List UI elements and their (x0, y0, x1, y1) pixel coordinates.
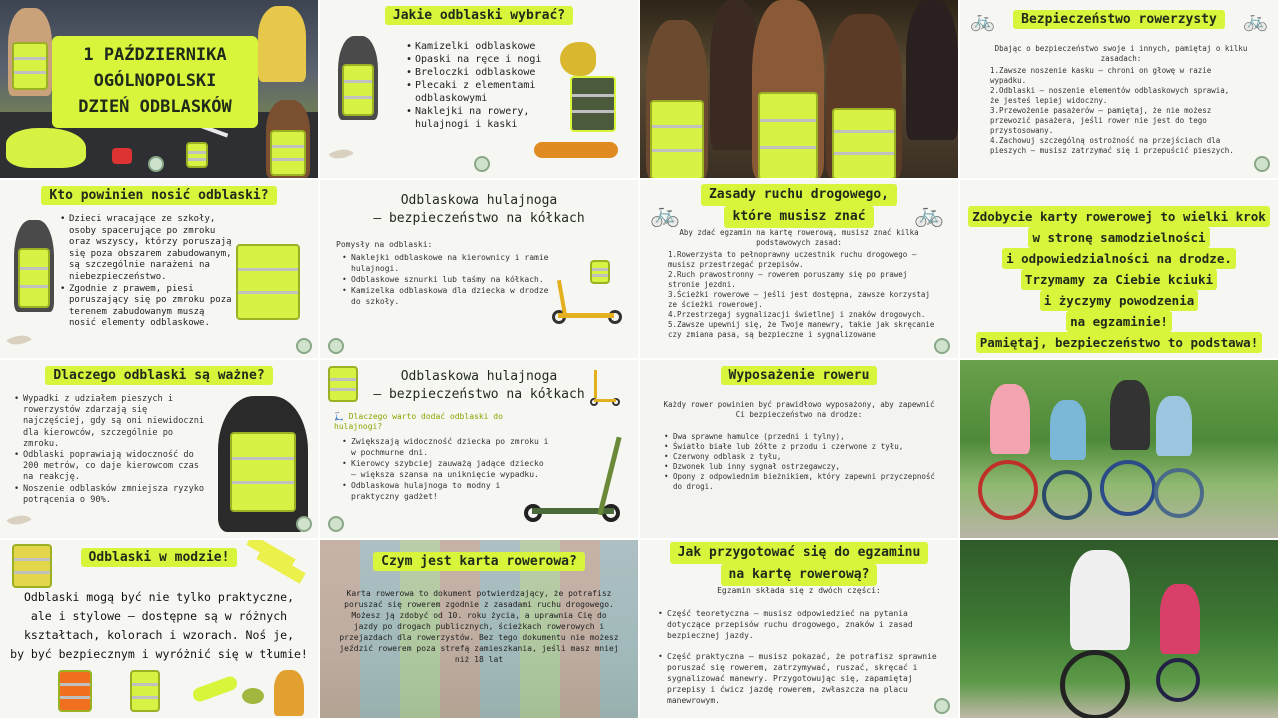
list-item: • Kamizelka odblaskowa dla dziecka w drodze do szkoły. (342, 285, 552, 307)
tile-odblaski-w-modzie (0, 540, 320, 720)
tile-title-line: które musisz znać (724, 206, 873, 228)
list-item: • Odblaski poprawiają widoczność do 200 metrów, co daje kierowcom czas na reakcję. (14, 450, 212, 484)
list-item: • Plecaki z elementami odblaskowymi (406, 79, 556, 105)
list-item: • Noszenie odblasków zmniejsza ryzyko potrącenia o 90%. (14, 484, 212, 506)
scooter-icon (524, 436, 620, 526)
list-item: • Breloczki odblaskowe (406, 66, 556, 79)
text-line: by być bezpiecznym i wyróżnić się w tłumie! (10, 647, 308, 661)
text-line: ale i stylowe – dostępne są w różnych (30, 609, 288, 623)
list-item: • Naklejki odblaskowe na kierownicy i ramie hulajnogi. (342, 252, 552, 274)
vest-icon (650, 100, 704, 180)
list-item: • Dzwonek lub inny sygnał ostrzegawczy, (664, 462, 936, 472)
bicycle-icon (1156, 658, 1200, 702)
list-item: 4.Przestrzegaj sygnalizacji świetlnej i znaków drogowych. (668, 310, 926, 319)
leaf-decoration-icon (6, 509, 31, 530)
tile-teens-photo (640, 0, 960, 180)
intro-text: Egzamin składa się z dwóch części: (717, 586, 881, 595)
list-item: 3.Ścieżki rowerowe – jeśli jest dostępna, zawsze korzystaj ze ścieżki rowerowej. (668, 290, 930, 309)
tile-title-line: Odblaskowa hulajnoga (400, 193, 558, 208)
tile-odblaski-day (0, 0, 320, 180)
tile-jakie-odblaski (320, 0, 640, 180)
tile-zasady-ruchu (640, 180, 960, 360)
tile-title: Odblaski w modzie! (81, 548, 238, 567)
bicycle-icon: 🚲 (650, 200, 680, 228)
tile-dlaczego-wazne (0, 360, 320, 540)
badge-icon (296, 516, 312, 532)
list-item: • Dzieci wracające ze szkoły, osoby spacerujące po zmroku oraz wszyscy, którzy poruszają się poza obszarem zabudowanym, są szczególnie narażeni na niebezpieczeństwo. (60, 214, 232, 284)
list-item: • Część praktyczna – musisz pokazać, że potrafisz sprawnie poruszać się rowerem, zatrzymywać, ruszać, skręcać i sygnalizować manewry. Przygotowując się, zapamiętaj przepisy i ćwicz jazdę rowerem, zwłaszcza na placu manewrowym. (658, 651, 940, 706)
list-item: • Zwiększają widoczność dziecka po zmroku i w pochmurne dni. (342, 436, 552, 458)
badge-icon (328, 516, 344, 532)
vest-icon (590, 260, 610, 284)
badge-icon (148, 156, 164, 172)
item-list (60, 214, 232, 330)
message-line: na egzaminie! (1066, 311, 1172, 332)
child-in-vest-photo (274, 670, 304, 716)
bicycle-icon (1100, 460, 1156, 516)
reflective-band-icon (534, 142, 618, 158)
message-line: Trzymamy za Ciebie kciuki (1021, 269, 1217, 290)
tile-title-line: – bezpieczeństwo na kółkach (373, 387, 585, 402)
text-line: kształtach, kolorach i wzorach. Noś je, (23, 628, 295, 642)
item-list (14, 394, 212, 506)
badge-icon (934, 698, 950, 714)
headline-line: 1 PAŹDZIERNIKA (83, 45, 227, 65)
vest-icon (58, 670, 92, 712)
tile-title (320, 192, 638, 228)
bicycle-icon: 🚲 (970, 8, 995, 32)
list-item: • Opony z odpowiednim bieżnikiem, który zapewni przyczepność do drogi. (664, 472, 936, 492)
vest-icon (832, 108, 896, 180)
item-list (664, 432, 936, 492)
list-item: • Kierowcy szybciej zauważą jadące dziecko – większa szansa na uniknięcie wypadku. (342, 458, 552, 480)
message-line: i odpowiedzialności na drodze. (1002, 248, 1236, 269)
tile-title: Wyposażenie roweru (721, 366, 878, 385)
list-item: • Część teoretyczna – musisz odpowiedzieć na pytania dotyczące przepisów ruchu drogowego, znaków i zasad bezpiecznej jazdy. (658, 608, 940, 641)
rules-list (990, 66, 1240, 156)
girl-yellow-jacket-photo (258, 6, 306, 82)
list-item: • Opaski na ręce i nogi (406, 53, 556, 66)
bicycle-icon (1060, 650, 1130, 720)
leaf-decoration-icon (328, 143, 353, 164)
list-item: • Zgodnie z prawem, piesi poruszający się po zmroku poza terenem zabudowanym muszą nosić elementy odblaskowe. (60, 284, 232, 330)
tile-czym-jest-karta (320, 540, 640, 720)
tile-title: Czym jest karta rowerowa? (373, 552, 585, 571)
list-item: • Odblaskowa hulajnoga to modny i praktyczny gadżet! (342, 480, 552, 502)
bicycle-icon: 🚲 (1243, 8, 1268, 32)
tile-kto-powinien (0, 180, 320, 360)
intro-text: Dbając o bezpieczeństwo swoje i innych, pamiętaj o kilku zasadach: (994, 44, 1248, 63)
list-item: 1.Rowerzysta to pełnoprawny uczestnik ruchu drogowego – musisz przestrzegać przepisów. (668, 250, 917, 269)
reflective-band-icon (242, 688, 264, 704)
tile-title: Jakie odblaski wybrać? (385, 6, 573, 25)
question-text: 🛴 Dlaczego warto dodać odblaski do hulajnogi? (334, 412, 503, 431)
headline-box (52, 36, 258, 128)
vest-icon (130, 670, 160, 712)
teen-photo (906, 0, 958, 140)
vest-icon (236, 244, 300, 320)
bicycle-icon (978, 460, 1038, 520)
intro-text: Aby zdać egzamin na kartę rowerową, musisz znać kilka podstawowych zasad: (679, 228, 919, 247)
list-item: • Światło białe lub żółte z przodu i czerwone z tyłu, (664, 442, 936, 452)
item-list (406, 40, 556, 131)
cyclist-photo (1110, 380, 1150, 450)
tile-hulajnoga-dlaczego (320, 360, 640, 540)
vest-icon (230, 432, 296, 512)
leaf-decoration-icon (6, 329, 31, 350)
list-item: 2.Ruch prawostronny – rowerem poruszamy się po prawej stronie jezdni. (668, 270, 908, 289)
list-item: • Odblaskowe sznurki lub taśmy na kółkach. (342, 274, 552, 285)
vest-icon (12, 42, 48, 90)
list-item: 3.Przewożenie pasażerów – pamiętaj, że nie możesz przewozić pasażera, jeśli rower nie jest do tego przystosowany. (990, 106, 1212, 135)
badge-icon (1254, 156, 1270, 172)
tile-title: Bezpieczeństwo rowerzysty (1013, 10, 1225, 29)
list-item: • Naklejki na rowery, hulajnogi i kaski (406, 105, 556, 131)
reflective-band-icon (191, 675, 239, 704)
list-item: 4.Zachowuj szczególną ostrożność na przejściach dla pieszych – musisz zatrzymać się i przepuścić pieszych. (990, 136, 1234, 155)
closing-message (960, 206, 1278, 353)
vest-icon (758, 92, 818, 180)
cyclist-photo (990, 384, 1030, 454)
fashion-text (0, 588, 318, 664)
item-list (342, 436, 552, 502)
badge-icon (328, 338, 344, 354)
list-item: • Wypadki z udziałem pieszych i rowerzystów zdarzają się najczęściej, gdy są oni niewidoczni dla kierowców, szczególnie po zmroku. (14, 394, 212, 450)
list-item: • Kamizelki odblaskowe (406, 40, 556, 53)
bicycle-icon: 🚲 (914, 200, 944, 228)
cyclist-photo (1156, 396, 1192, 456)
boy-cyclist-photo (1070, 550, 1130, 650)
headline-line: OGÓLNOPOLSKI (93, 71, 217, 91)
list-item: • Dwa sprawne hamulce (przedni i tylny), (664, 432, 936, 442)
badge-icon (934, 338, 950, 354)
tile-hulajnoga-pomysly (320, 180, 640, 360)
tile-wyposazenie-roweru (640, 360, 960, 540)
intro-text: Każdy rower powinien być prawidłowo wyposażony, aby zapewnić Ci bezpieczeństwo na drodze: (663, 400, 935, 419)
message-line: Zdobycie karty rowerowej to wielki krok (968, 206, 1270, 227)
list-item: • Czerwony odblask z tyłu, (664, 452, 936, 462)
message-line: i życzymy powodzenia (1040, 290, 1199, 311)
message-line: Pamiętaj, bezpieczeństwo to podstawa! (976, 332, 1262, 353)
message-line: w stronę samodzielności (1028, 227, 1209, 248)
list-item: 1.Zawsze noszenie kasku – chroni on głowę w razie wypadku. (990, 66, 1212, 85)
vest-icon (570, 76, 616, 132)
tile-title: Dlaczego odblaski są ważne? (45, 366, 272, 385)
vest-icon (18, 248, 50, 308)
girl-cyclist-photo (1160, 584, 1200, 654)
text-line: Odblaski mogą być nie tylko praktyczne, (23, 590, 295, 604)
scooter-icon (552, 280, 622, 324)
item-list (658, 608, 940, 706)
tile-title-line: – bezpieczeństwo na kółkach (373, 211, 585, 226)
bicycle-icon (1154, 468, 1204, 518)
rules-list (668, 250, 940, 340)
headline-line: DZIEŃ ODBLASKÓW (78, 97, 232, 117)
tile-powodzenia (960, 180, 1280, 360)
tile-title-line: Zasady ruchu drogowego, (701, 184, 897, 206)
cyclist-photo (1050, 400, 1086, 460)
tile-kids-cycling-photo (960, 540, 1280, 720)
vest-icon (342, 64, 374, 116)
tile-title-line: na kartę rowerową? (721, 564, 878, 586)
item-list (342, 252, 552, 307)
scooter-icon (590, 370, 620, 406)
bicycle-icon (1042, 470, 1092, 520)
tile-jak-przygotowac (640, 540, 960, 720)
dog-in-vest-photo (6, 128, 86, 168)
tile-bezpieczenstwo-rowerzysty (960, 0, 1280, 180)
tile-title-line: Odblaskowa hulajnoga (400, 369, 558, 384)
vest-icon (186, 142, 208, 168)
badge-icon (296, 338, 312, 354)
bike-light-icon (112, 148, 132, 164)
tile-family-cycling-photo (960, 360, 1280, 540)
list-item: 2.Odblaski – noszenie elementów odblaskowych sprawia, że jesteś lepiej widoczny. (990, 86, 1230, 105)
list-item: 5.Zawsze upewnij się, że Twoje manewry, takie jak skręcanie czy zmiana pasa, są bezpieczne i sygnalizowane (668, 320, 935, 339)
body-text: Karta rowerowa to dokument potwierdzający, że potrafisz poruszać się rowerem zgodnie z zasadami ruchu drogowego. Możesz ją zdobyć od 10. roku życia, a uprawnia Cię do jazdy po drogach publicznych, ścieżkach rowerowych i przejazdach dla rowerzystów. Bez tego dokumentu nie możesz jeździć rowerem poza strefą zamieszkania, jeśli masz mniej niż 18 lat (339, 589, 619, 664)
vest-icon (270, 130, 306, 176)
intro-text: Pomysły na odblaski: (336, 240, 433, 249)
tile-title-line: Jak przygotować się do egzaminu (670, 542, 929, 564)
badge-icon (474, 156, 490, 172)
keychain-icon (560, 42, 596, 76)
tile-title: Kto powinien nosić odblaski? (41, 186, 276, 205)
